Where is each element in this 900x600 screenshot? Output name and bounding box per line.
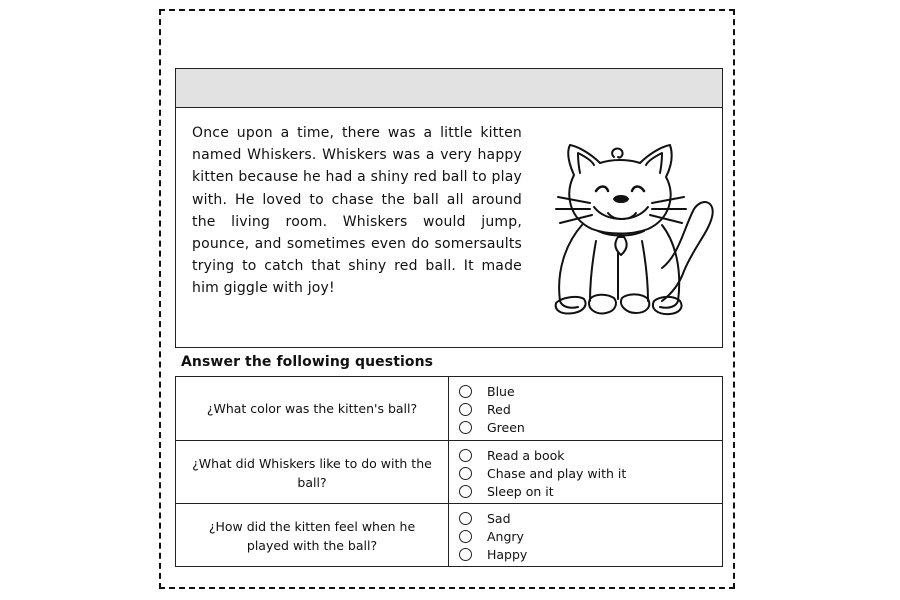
answer-option-label: Blue <box>487 383 515 399</box>
answer-option-label: Read a book <box>487 447 565 463</box>
radio-circle-icon[interactable] <box>459 385 472 398</box>
answer-option-label: Green <box>487 419 525 435</box>
question-text: ¿What color was the kitten's ball? <box>176 377 449 440</box>
answer-option-label: Sleep on it <box>487 483 554 499</box>
question-text: ¿How did the kitten feel when he played with the ball? <box>176 504 449 567</box>
answer-option[interactable] <box>459 418 722 436</box>
answer-option[interactable] <box>459 545 722 563</box>
questions-table <box>175 376 723 567</box>
radio-circle-icon[interactable] <box>459 485 472 498</box>
answer-option[interactable] <box>459 400 722 418</box>
answer-options <box>449 504 722 567</box>
questions-heading: Answer the following questions <box>181 354 434 370</box>
answer-options <box>449 441 722 504</box>
answer-option[interactable] <box>459 509 722 527</box>
answer-option-label: Chase and play with it <box>487 465 627 481</box>
answer-option-label: Happy <box>487 546 528 562</box>
radio-circle-icon[interactable] <box>459 421 472 434</box>
cat-icon <box>544 143 720 323</box>
radio-circle-icon[interactable] <box>459 403 472 416</box>
question-row <box>176 377 722 440</box>
answer-option[interactable] <box>459 382 722 400</box>
radio-circle-icon[interactable] <box>459 467 472 480</box>
answer-option[interactable] <box>459 446 722 464</box>
answer-option[interactable] <box>459 464 722 482</box>
radio-circle-icon[interactable] <box>459 548 472 561</box>
story-box <box>175 68 723 348</box>
radio-circle-icon[interactable] <box>459 530 472 543</box>
question-row <box>176 503 722 567</box>
radio-circle-icon[interactable] <box>459 449 472 462</box>
answer-option-label: Red <box>487 401 511 417</box>
answer-options <box>449 377 722 440</box>
radio-circle-icon[interactable] <box>459 512 472 525</box>
answer-option-label: Angry <box>487 528 524 544</box>
story-text: Once upon a time, there was a little kitten named Whiskers. Whiskers was a very happy kitten because he had a shiny red ball to play with. He loved to chase the ball all around the living room. Whiskers would jump, pounce, and sometimes even do somersaults trying to catch that shiny red ball. It made him giggle with joy! <box>192 125 522 297</box>
question-row <box>176 440 722 504</box>
answer-option[interactable] <box>459 482 722 500</box>
title-band <box>176 69 722 108</box>
question-text: ¿What did Whiskers like to do with the ball? <box>176 441 449 504</box>
answer-option-label: Sad <box>487 510 511 526</box>
answer-option[interactable] <box>459 527 722 545</box>
